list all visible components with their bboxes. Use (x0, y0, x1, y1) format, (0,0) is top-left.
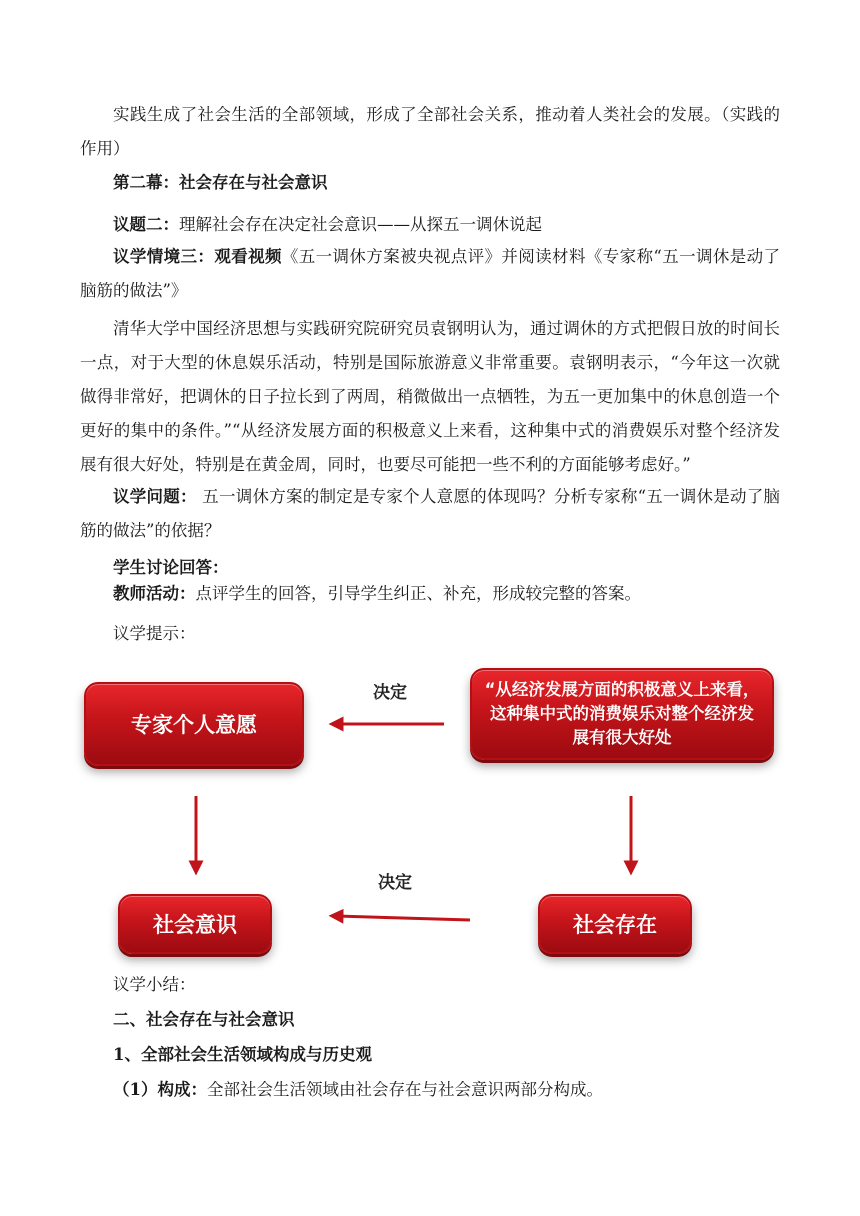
teacher-activity-text: 点评学生的回答，引导学生纠正、补充，形成较完整的答案。 (195, 584, 641, 603)
question (80, 480, 780, 548)
topic-two (80, 208, 780, 242)
subsection-one-heading: 1、全部社会生活领域构成与历史观 (113, 1045, 372, 1064)
situation-three-label: 议学情境三：观看视频 (113, 247, 282, 266)
item-composition-text: 全部社会生活领域由社会存在与社会意识两部分构成。 (206, 1080, 603, 1099)
hint-label: 议学提示： (113, 624, 196, 643)
teacher-activity-label: 教师活动： (113, 584, 196, 603)
situation-three-text: 《五一调休方案被央视点评》并阅读材料《专家称“五一调休是动了脑筋的做法”》 (80, 247, 781, 300)
summary-label: 议学小结： (113, 975, 196, 994)
item-composition-label: （1）构成： (113, 1080, 207, 1099)
box-expert-quote: “从经济发展方面的积极意义上来看，这种集中式的消费娱乐对整个经济发展有很大好处 (470, 668, 774, 760)
topic-two-text: 理解社会存在决定社会意识——从探五一调休说起 (179, 215, 542, 234)
relationship-diagram (78, 662, 778, 964)
question-label: 议学问题： (113, 487, 197, 506)
act-two-heading: 第二幕：社会存在与社会意识 (113, 173, 328, 192)
box-social-existence: 社会存在 (538, 894, 692, 954)
material-paragraph: 清华大学中国经济思想与实践研究院研究员袁钢明认为，通过调休的方式把假日放的时间长一点，对于大型的休息娱乐活动，特别是国际旅游意义非常重要。袁钢明表示，“今年这一次就做得非常好，把调休的日子拉长到了两周，稍微做出一点牺牲，为五一更加集中的休息创造一个更好的集中的条件。”“从经济发展方面的积极意义上来看，这种集中式的消费娱乐对整个经济发展有很大好处，特别是在黄金周，同时，也要尽可能把一些不利的方面能够考虑好。” (80, 319, 780, 474)
topic-two-label: 议题二： (113, 215, 179, 234)
item-composition (113, 1077, 603, 1103)
situation-three (80, 240, 780, 308)
label-determine-bottom: 决定 (378, 873, 412, 893)
box-social-consciousness: 社会意识 (118, 894, 272, 954)
question-text: 五一调休方案的制定是专家个人意愿的体现吗？分析专家称“五一调休是动了脑筋的做法”的依据？ (80, 487, 781, 540)
label-determine-top: 决定 (373, 683, 407, 703)
box-expert-will: 专家个人意愿 (84, 682, 304, 766)
student-discussion: 学生讨论回答： (113, 558, 229, 577)
teacher-activity (113, 581, 641, 607)
arrow-existence-to-consciousness (336, 916, 470, 920)
paragraph-practice-role: 实践生成了社会生活的全部领域，形成了全部社会关系，推动着人类社会的发展。（实践的作用） (80, 105, 780, 158)
section-two-heading: 二、社会存在与社会意识 (113, 1010, 295, 1029)
